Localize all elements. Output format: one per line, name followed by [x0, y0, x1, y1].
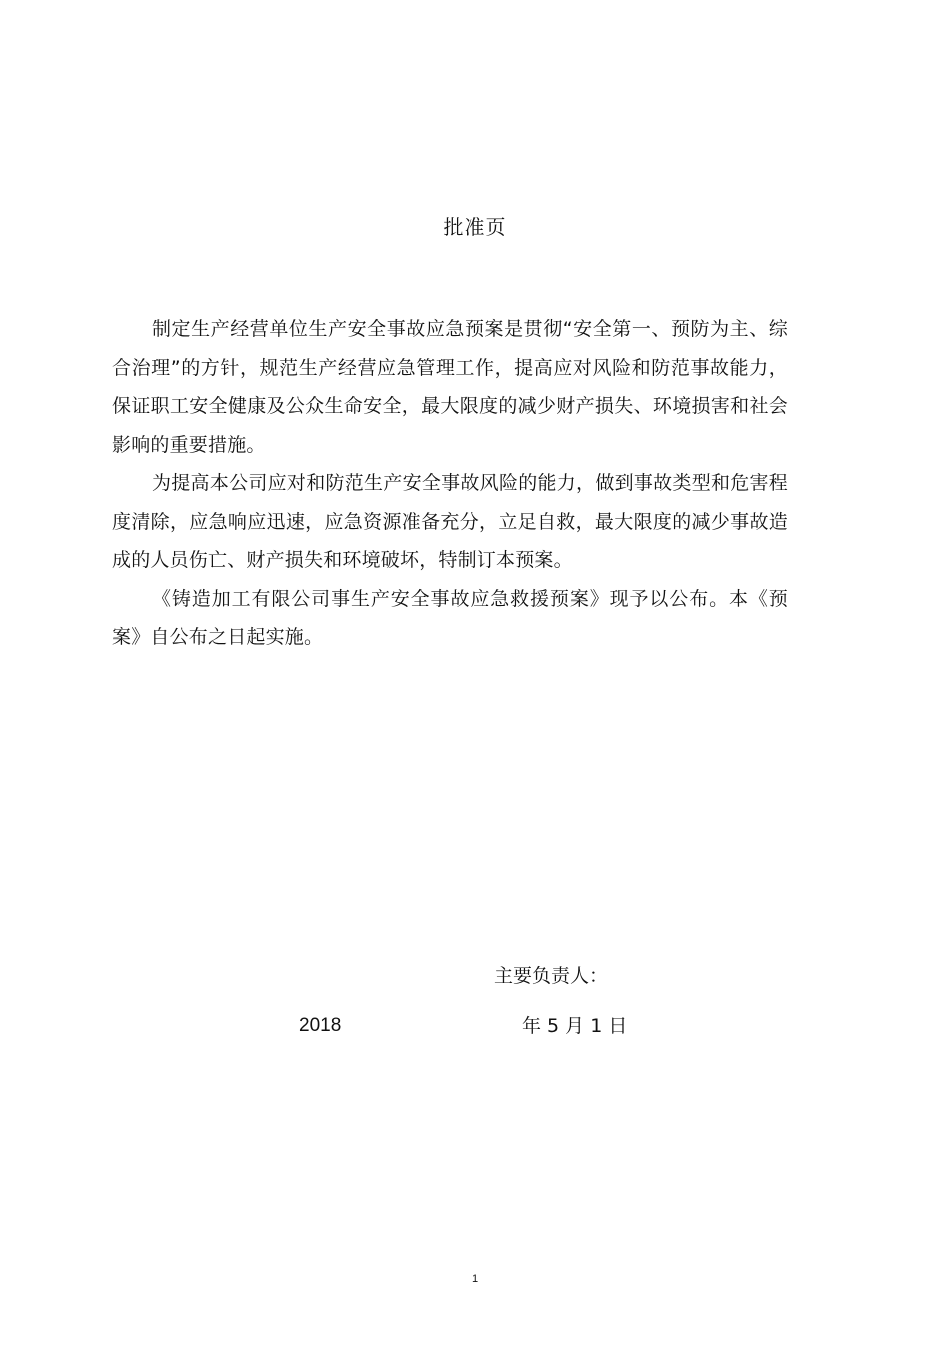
paragraph-2: 为提高本公司应对和防范生产安全事故风险的能力，做到事故类型和危害程度清除，应急响应迅速，应急资源准备充分，立足自救，最大限度的减少事故造成的人员伤亡、财产损失和环境破坏，特制订本预案。	[112, 472, 788, 571]
body-text	[112, 310, 788, 657]
page-number: 1	[471, 1273, 479, 1285]
paragraph-3: 《铸造加工有限公司事生产安全事故应急救援预案》现予以公布。本《预案》自公布之日起实施。	[112, 587, 788, 648]
date-year: 2018	[299, 1015, 342, 1036]
paragraph-1: 制定生产经营单位生产安全事故应急预案是贯彻“安全第一、预防为主、综合治理”的方针，规范生产经营应急管理工作，提高应对风险和防范事故能力，保证职工安全健康及公众生命安全，最大限度的减少财产损失、环境损害和社会影响的重要措施。	[112, 318, 788, 456]
date-month-day: 年 5 月 1 日	[522, 1015, 628, 1037]
page-title: 批准页	[443, 215, 507, 239]
signer-label: 主要负责人：	[494, 965, 609, 987]
